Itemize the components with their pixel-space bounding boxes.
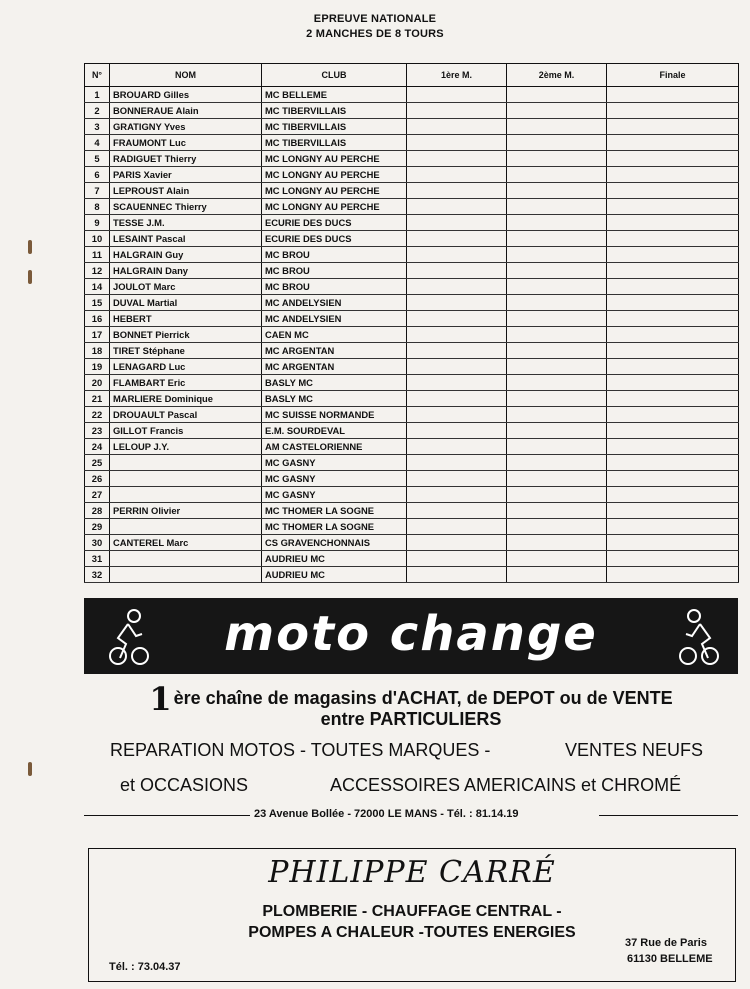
table-row (85, 535, 739, 551)
cell-club: BASLY MC (262, 391, 407, 407)
cell-nom: TIRET Stéphane (110, 343, 262, 359)
carre-ad-name: PHILIPPE CARRÉ (268, 855, 556, 890)
cell-club: MC GASNY (262, 487, 407, 503)
cell-num: 19 (85, 359, 110, 375)
cell-manche1 (407, 455, 507, 471)
cell-finale (607, 167, 739, 183)
cell-club: MC LONGNY AU PERCHE (262, 183, 407, 199)
cell-club: MC TIBERVILLAIS (262, 135, 407, 151)
cell-nom: LELOUP J.Y. (110, 439, 262, 455)
cell-manche2 (507, 423, 607, 439)
cell-manche2 (507, 247, 607, 263)
cell-club: CS GRAVENCHONNAIS (262, 535, 407, 551)
cell-manche1 (407, 295, 507, 311)
cell-manche1 (407, 519, 507, 535)
table-row (85, 167, 739, 183)
cell-finale (607, 103, 739, 119)
cell-nom: DROUAULT Pascal (110, 407, 262, 423)
cell-manche1 (407, 503, 507, 519)
moto-change-logo: moto change (224, 606, 598, 662)
cell-finale (607, 551, 739, 567)
cell-club: MC GASNY (262, 455, 407, 471)
event-title: EPREUVE NATIONALE (313, 13, 437, 25)
tagline-initial: 1 (149, 680, 172, 718)
column-header-manche2: 2ème M. (507, 64, 607, 87)
cell-manche2 (507, 279, 607, 295)
cell-manche2 (507, 343, 607, 359)
cell-club: MC ANDELYSIEN (262, 295, 407, 311)
table-row (85, 487, 739, 503)
table-row (85, 375, 739, 391)
cell-num: 28 (85, 503, 110, 519)
cell-finale (607, 487, 739, 503)
table-row (85, 503, 739, 519)
cell-finale (607, 231, 739, 247)
cell-num: 29 (85, 519, 110, 535)
cell-num: 22 (85, 407, 110, 423)
cell-nom: BONNERAUE Alain (110, 103, 262, 119)
cell-manche2 (507, 487, 607, 503)
cell-num: 2 (85, 103, 110, 119)
cell-nom: JOULOT Marc (110, 279, 262, 295)
column-header-manche1: 1ère M. (407, 64, 507, 87)
cell-club: MC LONGNY AU PERCHE (262, 199, 407, 215)
moto-ad-address-row (84, 806, 738, 826)
table-header-row (85, 64, 739, 87)
cell-manche1 (407, 439, 507, 455)
cell-num: 12 (85, 263, 110, 279)
cell-finale (607, 519, 739, 535)
cell-manche1 (407, 247, 507, 263)
cell-manche1 (407, 423, 507, 439)
cell-nom (110, 567, 262, 583)
cell-finale (607, 295, 739, 311)
cell-num: 31 (85, 551, 110, 567)
cell-finale (607, 247, 739, 263)
binder-mark (28, 270, 32, 284)
table-row (85, 327, 739, 343)
cell-club: MC SUISSE NORMANDE (262, 407, 407, 423)
table-row (85, 551, 739, 567)
cell-num: 11 (85, 247, 110, 263)
cell-club: MC ARGENTAN (262, 359, 407, 375)
cell-nom: FLAMBART Eric (110, 375, 262, 391)
table-row (85, 247, 739, 263)
cell-nom: HEBERT (110, 311, 262, 327)
cell-nom (110, 551, 262, 567)
cell-manche1 (407, 87, 507, 103)
cell-nom: GRATIGNY Yves (110, 119, 262, 135)
moto-ad-products-line (120, 775, 740, 796)
cell-finale (607, 311, 739, 327)
table-row (85, 199, 739, 215)
cell-num: 10 (85, 231, 110, 247)
cell-club: AUDRIEU MC (262, 551, 407, 567)
cell-club: MC LONGNY AU PERCHE (262, 151, 407, 167)
cell-manche2 (507, 231, 607, 247)
cell-club: MC ARGENTAN (262, 343, 407, 359)
cell-club: ECURIE DES DUCS (262, 231, 407, 247)
cell-manche2 (507, 391, 607, 407)
cell-manche1 (407, 359, 507, 375)
cell-nom (110, 487, 262, 503)
moto-change-banner (84, 598, 738, 674)
cell-nom: SCAUENNEC Thierry (110, 199, 262, 215)
cell-num: 9 (85, 215, 110, 231)
cell-manche1 (407, 535, 507, 551)
binder-mark (28, 762, 32, 776)
cell-manche1 (407, 263, 507, 279)
cell-club: MC BROU (262, 247, 407, 263)
cell-nom: RADIGUET Thierry (110, 151, 262, 167)
cell-manche2 (507, 551, 607, 567)
table-row (85, 103, 739, 119)
table-row (85, 343, 739, 359)
cell-nom: MARLIERE Dominique (110, 391, 262, 407)
cell-finale (607, 423, 739, 439)
cell-num: 23 (85, 423, 110, 439)
table-row (85, 135, 739, 151)
cell-finale (607, 391, 739, 407)
cell-nom: PERRIN Olivier (110, 503, 262, 519)
cell-finale (607, 503, 739, 519)
cell-manche1 (407, 279, 507, 295)
cell-manche2 (507, 375, 607, 391)
cell-manche2 (507, 87, 607, 103)
carre-ad-line2: POMPES A CHALEUR -TOUTES ENERGIES (248, 924, 576, 941)
table-row (85, 87, 739, 103)
cell-num: 3 (85, 119, 110, 135)
cell-nom: TESSE J.M. (110, 215, 262, 231)
cell-num: 8 (85, 199, 110, 215)
cell-club: MC THOMER LA SOGNE (262, 519, 407, 535)
cell-club: MC TIBERVILLAIS (262, 103, 407, 119)
event-subtitle: 2 MANCHES DE 8 TOURS (306, 28, 444, 40)
cell-num: 26 (85, 471, 110, 487)
column-header-finale: Finale (607, 64, 739, 87)
table-row (85, 423, 739, 439)
cell-manche2 (507, 199, 607, 215)
cell-club: MC BROU (262, 263, 407, 279)
table-row (85, 407, 739, 423)
column-header-num: N° (85, 64, 110, 87)
cell-num: 5 (85, 151, 110, 167)
cell-club: E.M. SOURDEVAL (262, 423, 407, 439)
cell-manche1 (407, 199, 507, 215)
cell-finale (607, 359, 739, 375)
table-row (85, 439, 739, 455)
carre-ad-street: 37 Rue de Paris (625, 937, 707, 949)
cell-nom (110, 455, 262, 471)
cell-club: MC LONGNY AU PERCHE (262, 167, 407, 183)
cell-num: 14 (85, 279, 110, 295)
cell-manche1 (407, 551, 507, 567)
column-header-nom: NOM (110, 64, 262, 87)
table-row (85, 311, 739, 327)
cell-manche2 (507, 135, 607, 151)
cell-club: MC GASNY (262, 471, 407, 487)
cell-club: CAEN MC (262, 327, 407, 343)
table-row (85, 455, 739, 471)
cell-finale (607, 135, 739, 151)
cell-num: 18 (85, 343, 110, 359)
motorcycle-rider-icon (678, 608, 722, 666)
cell-manche2 (507, 151, 607, 167)
divider (84, 815, 250, 816)
moto-ad-subtagline: entre PARTICULIERS (320, 709, 502, 729)
divider (599, 815, 738, 816)
moto-ad-address: 23 Avenue Bollée - 72000 LE MANS - Tél. : 81.14.19 (254, 808, 519, 820)
cell-manche1 (407, 103, 507, 119)
cell-finale (607, 375, 739, 391)
cell-num: 17 (85, 327, 110, 343)
cell-club: MC TIBERVILLAIS (262, 119, 407, 135)
table-row (85, 215, 739, 231)
cell-manche1 (407, 215, 507, 231)
table-row (85, 295, 739, 311)
table-row (85, 359, 739, 375)
cell-nom: CANTEREL Marc (110, 535, 262, 551)
table-row (85, 391, 739, 407)
table-row (85, 471, 739, 487)
cell-manche1 (407, 119, 507, 135)
cell-finale (607, 535, 739, 551)
cell-finale (607, 407, 739, 423)
cell-nom: PARIS Xavier (110, 167, 262, 183)
cell-finale (607, 343, 739, 359)
cell-num: 27 (85, 487, 110, 503)
cell-num: 24 (85, 439, 110, 455)
carre-ad-box (88, 848, 736, 982)
cell-nom: FRAUMONT Luc (110, 135, 262, 151)
cell-num: 4 (85, 135, 110, 151)
cell-manche2 (507, 503, 607, 519)
cell-club: MC THOMER LA SOGNE (262, 503, 407, 519)
cell-manche1 (407, 231, 507, 247)
cell-club: ECURIE DES DUCS (262, 215, 407, 231)
cell-manche1 (407, 151, 507, 167)
carre-ad-city: 61130 BELLEME (627, 953, 713, 965)
cell-nom: BROUARD Gilles (110, 87, 262, 103)
cell-manche2 (507, 183, 607, 199)
table-row (85, 519, 739, 535)
cell-finale (607, 199, 739, 215)
table-row (85, 119, 739, 135)
cell-finale (607, 215, 739, 231)
cell-finale (607, 327, 739, 343)
cell-num: 21 (85, 391, 110, 407)
table-row (85, 183, 739, 199)
products-right: ACCESSOIRES AMERICAINS et CHROMÉ (330, 775, 682, 795)
moto-ad-services-line (110, 740, 730, 761)
cell-nom: BONNET Pierrick (110, 327, 262, 343)
results-table (84, 63, 739, 583)
table-row (85, 231, 739, 247)
cell-club: AUDRIEU MC (262, 567, 407, 583)
cell-nom: LESAINT Pascal (110, 231, 262, 247)
cell-manche1 (407, 487, 507, 503)
cell-finale (607, 279, 739, 295)
column-header-club: CLUB (262, 64, 407, 87)
cell-manche2 (507, 167, 607, 183)
products-left: et OCCASIONS (120, 775, 249, 795)
cell-manche2 (507, 439, 607, 455)
cell-finale (607, 471, 739, 487)
cell-manche1 (407, 183, 507, 199)
cell-finale (607, 263, 739, 279)
cell-num: 32 (85, 567, 110, 583)
cell-finale (607, 151, 739, 167)
cell-finale (607, 183, 739, 199)
table-body (85, 87, 739, 583)
cell-manche1 (407, 471, 507, 487)
cell-finale (607, 87, 739, 103)
cell-manche1 (407, 135, 507, 151)
cell-manche1 (407, 391, 507, 407)
cell-nom (110, 519, 262, 535)
cell-finale (607, 119, 739, 135)
cell-club: MC BELLEME (262, 87, 407, 103)
cell-finale (607, 567, 739, 583)
table-row (85, 263, 739, 279)
cell-manche2 (507, 567, 607, 583)
cell-manche2 (507, 119, 607, 135)
services-left: REPARATION MOTOS - TOUTES MARQUES - (110, 740, 491, 760)
cell-nom: HALGRAIN Dany (110, 263, 262, 279)
cell-club: MC ANDELYSIEN (262, 311, 407, 327)
cell-num: 1 (85, 87, 110, 103)
cell-num: 30 (85, 535, 110, 551)
cell-manche1 (407, 167, 507, 183)
cell-nom: HALGRAIN Guy (110, 247, 262, 263)
cell-club: BASLY MC (262, 375, 407, 391)
cell-num: 6 (85, 167, 110, 183)
cell-manche1 (407, 311, 507, 327)
cell-manche2 (507, 103, 607, 119)
cell-manche1 (407, 375, 507, 391)
cell-manche2 (507, 327, 607, 343)
table-row (85, 151, 739, 167)
cell-manche2 (507, 311, 607, 327)
tagline-text: ère chaîne de magasins d'ACHAT, de DEPOT ou de VENTE (173, 688, 673, 708)
cell-nom: DUVAL Martial (110, 295, 262, 311)
cell-manche1 (407, 407, 507, 423)
cell-manche2 (507, 455, 607, 471)
cell-finale (607, 455, 739, 471)
cell-nom: LENAGARD Luc (110, 359, 262, 375)
cell-manche2 (507, 471, 607, 487)
cell-manche2 (507, 407, 607, 423)
cell-manche1 (407, 327, 507, 343)
cell-manche2 (507, 535, 607, 551)
cell-club: AM CASTELORIENNE (262, 439, 407, 455)
cell-num: 7 (85, 183, 110, 199)
cell-num: 15 (85, 295, 110, 311)
cell-manche2 (507, 359, 607, 375)
cell-nom: LEPROUST Alain (110, 183, 262, 199)
table-row (85, 279, 739, 295)
carre-ad-line1: PLOMBERIE - CHAUFFAGE CENTRAL - (262, 903, 562, 920)
services-right: VENTES NEUFS (565, 740, 704, 760)
cell-manche2 (507, 263, 607, 279)
cell-nom (110, 471, 262, 487)
cell-finale (607, 439, 739, 455)
cell-manche2 (507, 295, 607, 311)
cell-num: 25 (85, 455, 110, 471)
carre-ad-phone: Tél. : 73.04.37 (109, 961, 181, 973)
cell-club: MC BROU (262, 279, 407, 295)
cell-nom: GILLOT Francis (110, 423, 262, 439)
cell-manche2 (507, 519, 607, 535)
cell-manche1 (407, 343, 507, 359)
table-row (85, 567, 739, 583)
cell-num: 20 (85, 375, 110, 391)
binder-mark (28, 240, 32, 254)
cell-manche2 (507, 215, 607, 231)
cell-manche1 (407, 567, 507, 583)
cell-num: 16 (85, 311, 110, 327)
